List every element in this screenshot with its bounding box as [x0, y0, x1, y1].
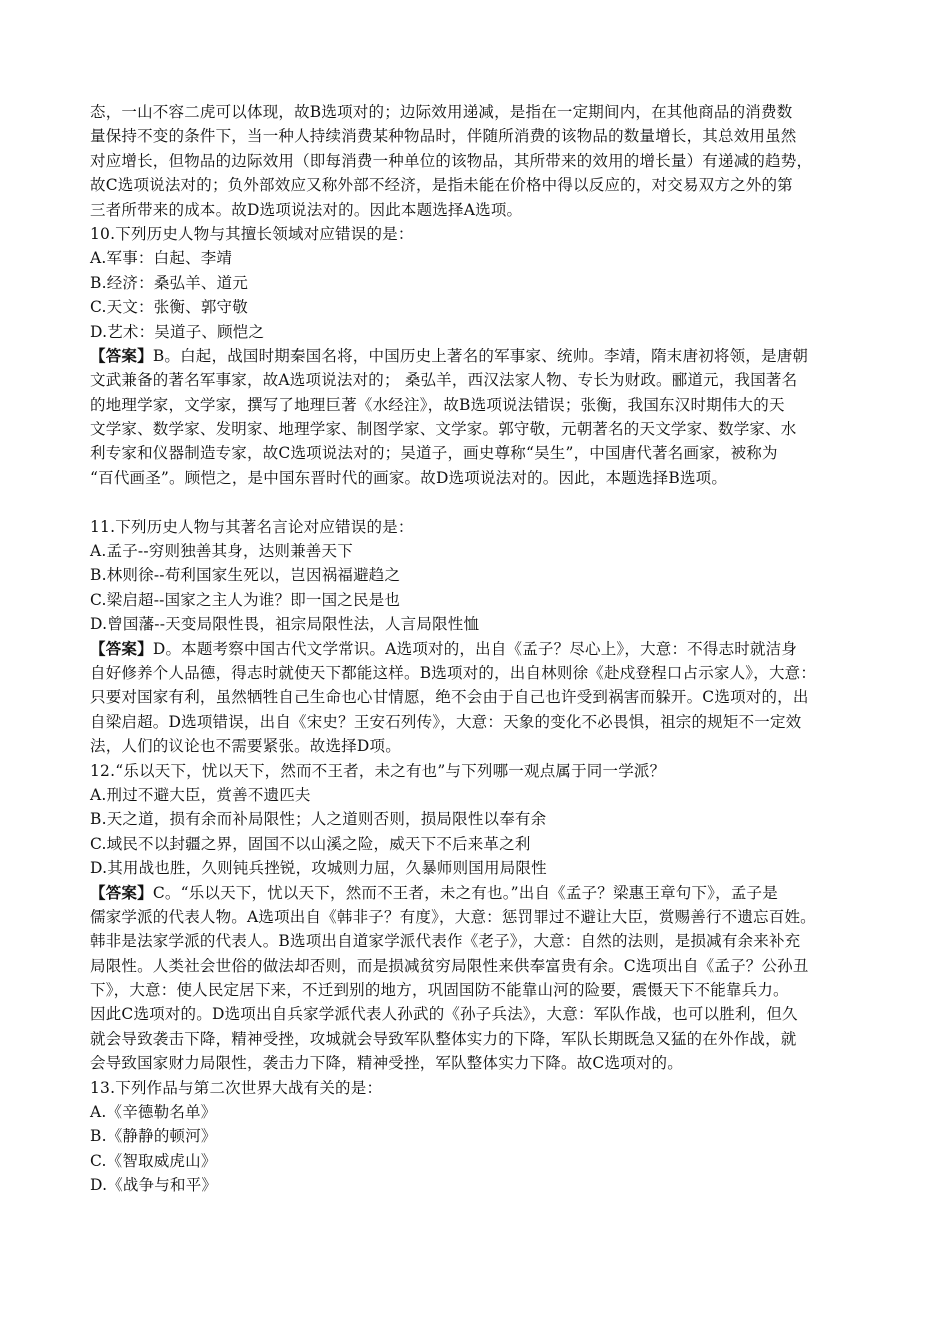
- answer-label: 【答案】: [90, 638, 153, 658]
- option-a: A.军事：白起、李靖: [90, 249, 233, 268]
- option-d: D.艺术：吴道子、顾恺之: [90, 322, 265, 341]
- answer-label: 【答案】: [90, 345, 153, 365]
- option-b: B.天之道，损有余而补局限性；人之道则否则，损局限性以奉有余: [90, 810, 547, 829]
- option-c: C.域民不以封疆之界，固国不以山溪之险，威天下不后来革之利: [90, 834, 531, 853]
- answer-text: “百代画圣”。顾恺之，是中国东晋时代的画家。故D选项说法对的。因此，本题选择B选项。: [90, 468, 728, 487]
- answer-text: 下》，大意：使人民定居下来，不迁到别的地方，巩固国防不能靠山河的险要，震慑天下不能靠兵力。: [90, 981, 789, 1000]
- option-b: B.《静静的顿河》: [90, 1127, 217, 1146]
- answer-text: 的地理学家，文学家，撰写了地理巨著《水经注》，故B选项说法错误；张衡，我国东汉时期伟大的天: [90, 395, 785, 414]
- answer-line: [90, 881, 870, 905]
- answer-text: 法，人们的议论也不需要紧张。故选择D项。: [90, 737, 401, 756]
- answer-text: C。“乐以天下，忧以天下，然而不王者，未之有也。”出自《孟子？梁惠王章句下》，孟子是: [152, 883, 778, 902]
- option-c: C.《智取威虎山》: [90, 1151, 217, 1170]
- question-text: 10.下列历史人物与其擅长领域对应错误的是：: [90, 224, 414, 243]
- answer-text: B。白起，战国时期秦国名将，中国历史上著名的军事家、统帅。李靖，隋末唐初将领，是唐朝: [152, 346, 809, 365]
- answer-line: [90, 637, 870, 661]
- question-text: 11.下列历史人物与其著名言论对应错误的是：: [90, 517, 414, 536]
- text-line: 故C选项说法对的；负外部效应又称外部不经济，是指未能在价格中得以反应的，对交易双方之外的第: [90, 176, 793, 195]
- option-b: B.林则徐--苟利国家生死以，岂因祸福避趋之: [90, 566, 401, 585]
- option-a: A.《辛德勒名单》: [90, 1103, 217, 1122]
- option-a: A.刑过不避大臣，赏善不遗匹夫: [90, 785, 311, 804]
- text-line: 量保持不变的条件下，当一种人持续消费某种物品时，伴随所消费的该物品的数量增长，其总效用虽然: [90, 127, 797, 146]
- document-page: [90, 100, 870, 1198]
- answer-text: 利专家和仪器制造专家，故C选项说法对的；吴道子，画史尊称“吴生”，中国唐代著名画家，被称为: [90, 444, 778, 463]
- answer-text: 因此C选项对的。D选项出自兵家学派代表人孙武的《孙子兵法》，大意：军队作战，也可以胜利，但久: [90, 1005, 798, 1024]
- answer-text: 就会导致袭击下降，精神受挫，攻城就会导致军队整体实力的下降，军队长期既急又猛的在外作战，就: [90, 1029, 797, 1048]
- answer-text: 自梁启超。D选项错误，出自《宋史？王安石列传》，大意：天象的变化不必畏惧，祖宗的规矩不一定效: [90, 712, 802, 731]
- answer-line: [90, 344, 870, 368]
- question-13: [90, 1076, 870, 1198]
- option-c: C.天文：张衡、郭守敬: [90, 298, 248, 317]
- option-d: D.《战争与和平》: [90, 1176, 218, 1195]
- previous-answer-continuation: [90, 100, 870, 222]
- answer-text: 自好修养个人品德，得志时就使天下都能这样。B选项对的，出自林则徐《赴戍登程口占示家人》，大意：: [90, 663, 817, 682]
- answer-text: 会导致国家财力局限性，袭击力下降，精神受挫，军队整体实力下降。故C选项对的。: [90, 1054, 683, 1073]
- text-line: 态，一山不容二虎可以体现，故B选项对的；边际效用递减，是指在一定期间内，在其他商品的消费数: [90, 103, 793, 121]
- question-11: [90, 515, 870, 759]
- text-line: 三者所带来的成本。故D选项说法对的。因此本题选择A选项。: [90, 200, 523, 219]
- option-d: D.其用战也胜，久则钝兵挫锐，攻城则力屈，久暴师则国用局限性: [90, 859, 547, 878]
- option-b: B.经济：桑弘羊、道元: [90, 273, 249, 292]
- text-line: 对应增长，但物品的边际效用（即每消费一种单位的该物品，其所带来的效用的增长量）有递减的趋势，: [90, 151, 813, 170]
- answer-text: 局限性。人类社会世俗的做法却否则，而是损减贫穷局限性来供奉富贵有余。C选项出自《孟子？公孙丑: [90, 956, 809, 975]
- answer-text: 只要对国家有利，虽然牺牲自己生命也心甘情愿，绝不会由于自己也许受到祸害而躲开。C选项对的，出: [90, 688, 809, 707]
- question-10: [90, 222, 870, 490]
- answer-label: 【答案】: [90, 882, 153, 902]
- option-a: A.孟子--穷则独善其身，达则兼善天下: [90, 542, 353, 561]
- answer-text: 儒家学派的代表人物。A选项出自《韩非子？有度》，大意：惩罚罪过不避让大臣，赏赐善行不遗忘百姓。: [90, 907, 816, 926]
- answer-text: 韩非是法家学派的代表人。B选项出自道家学派代表作《老子》，大意：自然的法则，是损减有余来补充: [90, 932, 801, 951]
- answer-text: 文武兼备的著名军事家，故A选项说法对的； 桑弘羊，西汉法家人物、专长为财政。郦道元，我国著名: [90, 371, 798, 390]
- blank-line: [90, 490, 870, 514]
- answer-text: 文学家、数学家、发明家、地理学家、制图学家、文学家。郭守敬，元朝著名的天文学家、数学家、水: [90, 420, 797, 439]
- answer-text: D。本题考察中国古代文学常识。A选项对的，出自《孟子？尽心上》，大意：不得志时就洁身: [152, 639, 798, 658]
- option-c: C.梁启超--国家之主人为谁？即一国之民是也: [90, 590, 401, 609]
- option-d: D.曾国藩--天变局限性畏，祖宗局限性法，人言局限性恤: [90, 615, 480, 634]
- question-12: [90, 759, 870, 1076]
- question-text: 13.下列作品与第二次世界大战有关的是：: [90, 1078, 383, 1097]
- question-text: 12.“乐以天下，忧以天下，然而不王者，未之有也”与下列哪一观点属于同一学派？: [90, 761, 666, 780]
